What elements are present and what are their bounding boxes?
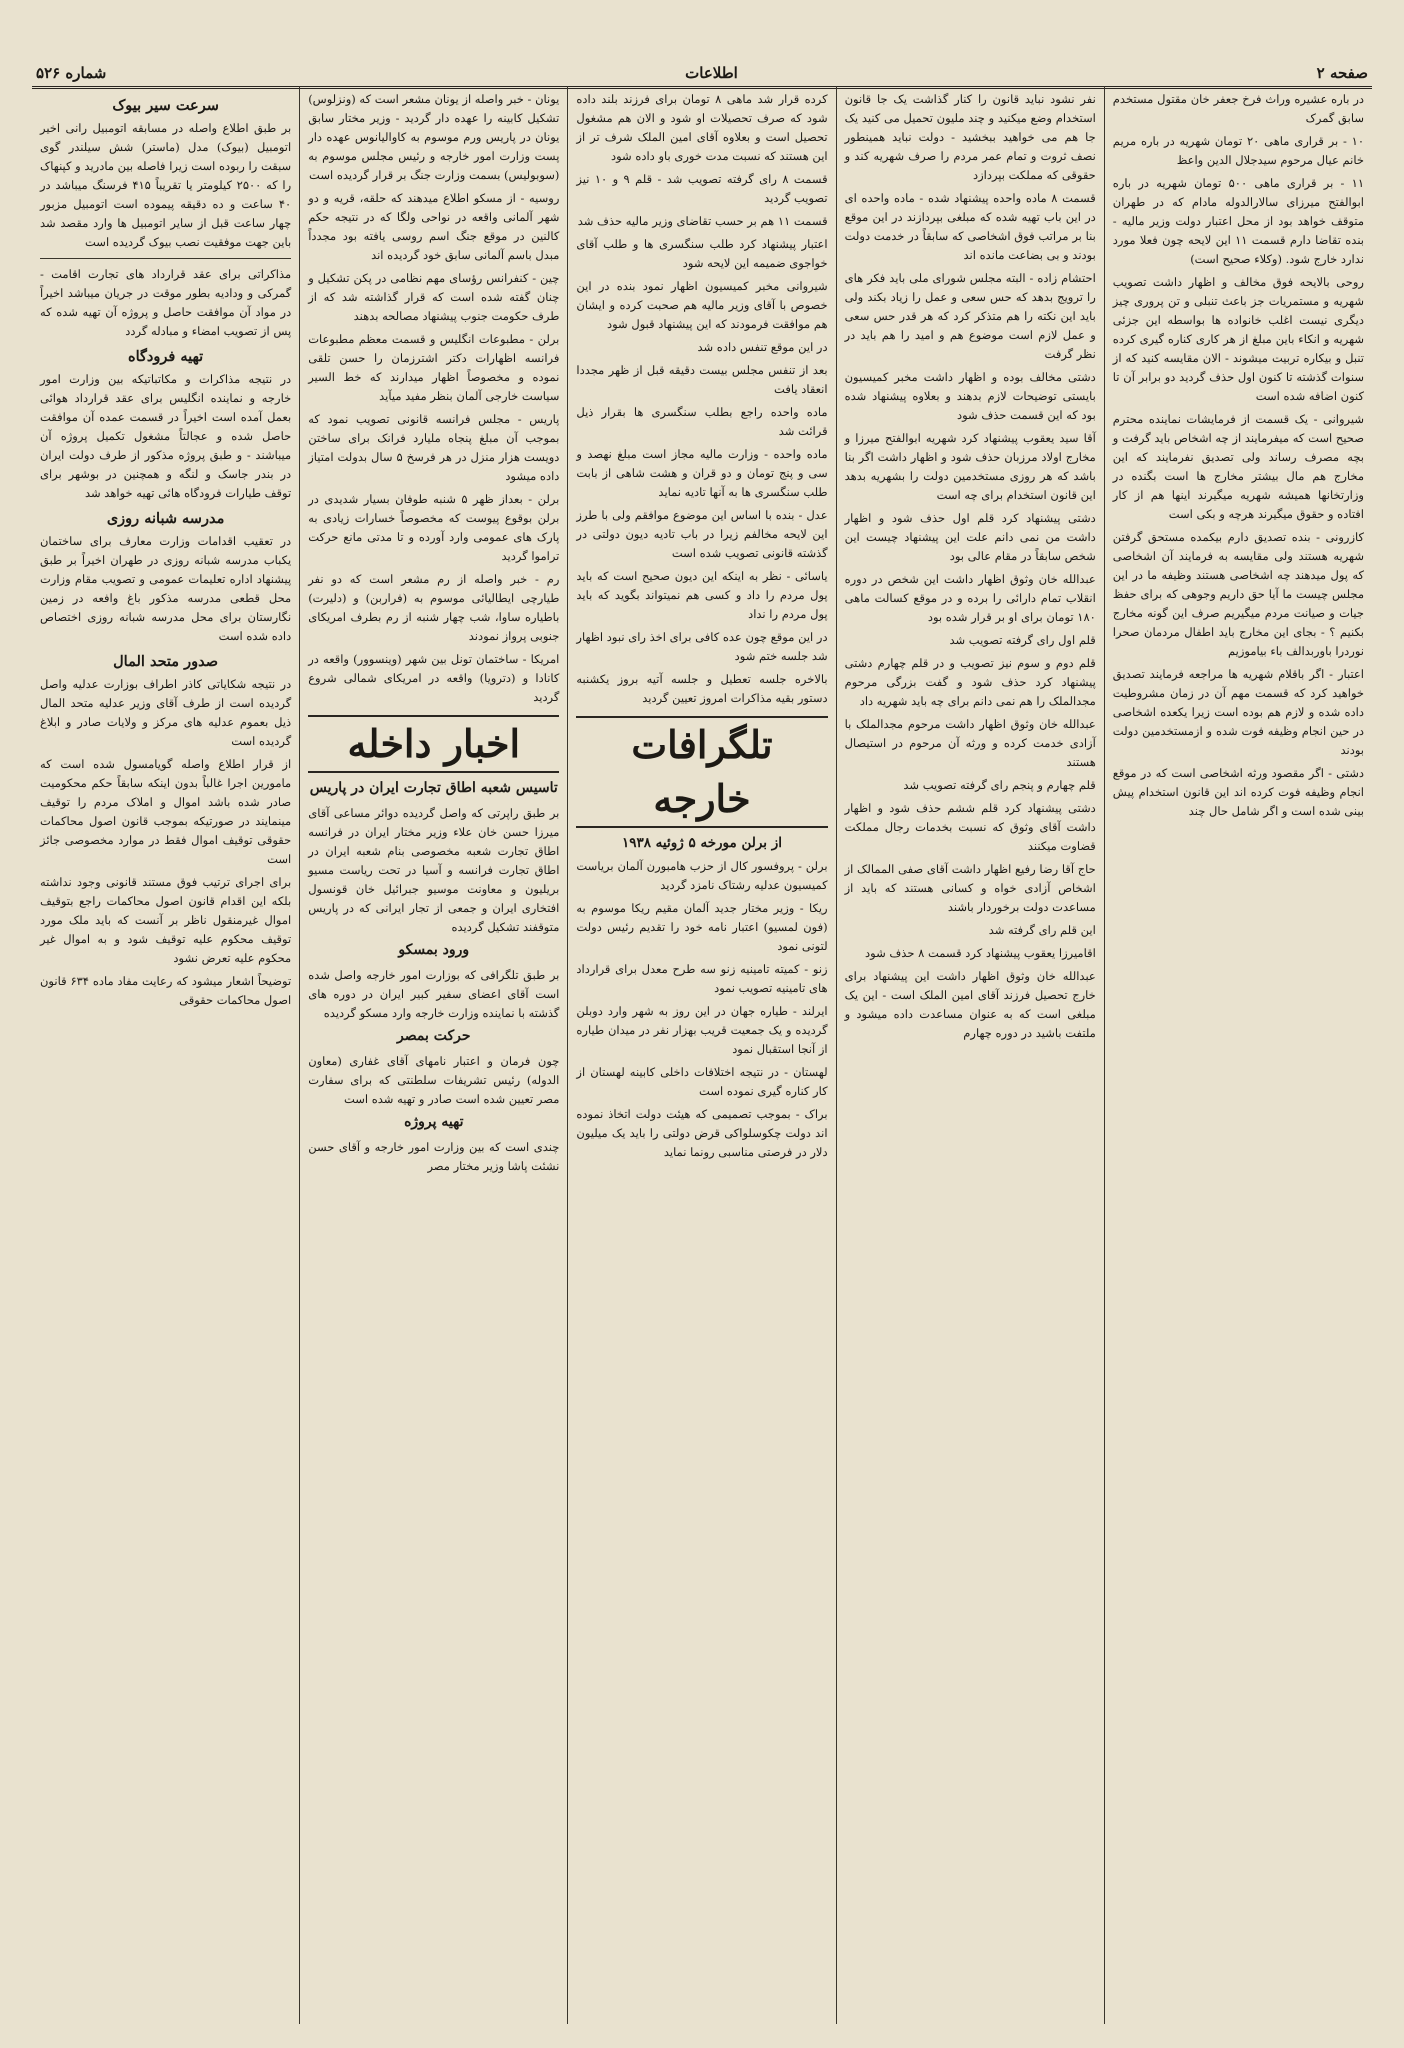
article-paragraph: قسمت ۱۱ هم بر حسب تقاضای وزیر مالیه حذف شد — [577, 214, 828, 228]
article-paragraph: عبدالله خان وثوق اظهار داشت این شخص در دوره انقلاب تمام دارائی را برده و در موقع کسالت ماهی ۱۸۰ تومان برای او بر قرار شده بود — [844, 572, 1096, 624]
article-paragraph: اعتبار پیشنهاد کرد طلب سنگسری ها و طلب آقای خواجوی ضمیمه این لایحه شود — [576, 237, 828, 270]
columns — [32, 86, 1372, 2024]
section-head: تهیه پروژه — [404, 1114, 464, 1130]
article-paragraph: نفر نشود نباید قانون را کنار گذاشت یک جا قانون استخدام وضع میکنید و چند ملیون تحمیل می کنید یک جا هم می خواهید ببخشید - دولت نباید همینطور نصف ثروت و تمام عمر مردم را صرف شهریه کند و حقوقی که مملکت بپردازد — [844, 92, 1096, 182]
article-paragraph: عدل - بنده با اساس این موضوع موافقم ولی با طرز این لایحه مخالفم زیرا در باب تادیه دیون دولتی در گذشته قانونی تصویب شده است — [576, 508, 828, 560]
article-paragraph: روحی بالایحه فوق مخالف و اظهار داشت تصویب شهریه و مستمریات جز باعث تنبلی و تن پروری چیز دیگری نیست اغلب خانواده ها بواسطه این جزئی شهریه و انکاء باین مبلغ از هر کاری کناره گیری کرده تنبل و بیکاره تربیت میشوند - الان مقایسه کنید که از سنوات گذشته تا کنون اول حذف گردید دو برابر آن تا کنون اضافه شده است — [1112, 275, 1364, 403]
article-paragraph: کرده قرار شد ماهی ۸ تومان برای فرزند بلند داده شود که صرف تحصیلات او شود و الان هم مشغول تحصیل است و بعلاوه آقای امین الملک شرف تر از این هستند که نسبت مدت خوری باو داده شود — [576, 92, 828, 163]
article-paragraph: قلم چهارم و پنجم رای گرفته تصویب شد — [903, 778, 1096, 792]
section-head: سرعت سیر بیوک — [112, 97, 219, 114]
section-text: از قرار اطلاع واصله گویامسول شده است که مامورین اجرا غالباً بدون اینکه سابقاً حکم محکومیت صادر شده باشد اموال و املاک مردم را توقیف مینمایند در صورتیکه بموجب قانون اصول محاکمات حقوقی توقیف اموال فقط در موارد مخصوصی جائز است — [39, 757, 292, 866]
telegraph-paragraph: ریکا - وزیر مختار جدید آلمان مقیم ریکا موسوم به (فون لمسیو) اعتبار نامه خود را تقدیم رئیس دولت لتونی نمود — [576, 901, 828, 953]
article-paragraph: دشتی پیشنهاد کرد قلم ششم حذف شود و اظهار داشت آقای وثوق که نسبت بخدمات رجال مملکت قضاوت میکنند — [844, 801, 1096, 853]
domestic-news-title: اخبار داخله — [308, 715, 559, 773]
article-paragraph: بالاخره جلسه تعطیل و جلسه آتیه بروز یکشنبه دستور بقیه مذاکرات امروز تعیین گردید — [576, 672, 828, 705]
telegraph-paragraph: برلن - پروفسور کال از حزب هامبورن آلمان بریاست کمیسیون عدلیه رشتاک نامزد گردید — [576, 859, 828, 892]
article-paragraph: آقا سید یعقوب پیشنهاد کرد شهریه ابوالفتح میرزا و مخارج اولاد مرزبان حذف شود و اظهار داشت اگر بنا باشد که هر روزی مستخدمین دولت را بشهریه بدهد این قانون استخدام برای چه است — [844, 431, 1096, 502]
section-text: توضیحاً اشعار میشود که رعایت مفاد ماده ۶۳۴ قانون اصول محاکمات حقوقی — [39, 974, 292, 1007]
article-paragraph: قسمت ۸ رای گرفته تصویب شد - قلم ۹ و ۱۰ نیز تصویب گردید — [576, 172, 828, 205]
column-5 — [32, 86, 299, 2024]
section-text: چون فرمان و اعتبار نامهای آقای غفاری (معاون الدوله) رئیس تشریفات سلطنتی که برای سفارت مصر تعیین شده است صادر و تهیه شده است — [308, 1054, 560, 1106]
section-text: در نتیجه شکایاتی کاذر اطراف بوزارت عدلیه واصل گردیده است از طرف آقای وزیر عدلیه متحد المال ذیل بعموم عدلیه های مرکز و ولایات صادر و ابلاغ گردیده است — [39, 677, 292, 748]
article-paragraph: در باره عشیره وراث فرخ جعفر خان مقتول مستخدم سابق گمرک — [1112, 92, 1364, 125]
article-paragraph: امریکا - ساختمان تونل بین شهر (وینسوور) واقعه در کانادا و (دترویا) واقعه در امریکای شمالی شروع گردید — [308, 652, 560, 704]
section-head: مدرسه شبانه روزی — [106, 510, 225, 527]
article-paragraph: اقامیرزا یعقوب پیشنهاد کرد قسمت ۸ حذف شود — [865, 946, 1096, 960]
article-paragraph: قلم اول رای گرفته تصویب شد — [949, 633, 1096, 647]
telegraph-paragraph: براک - بموجب تصمیمی که هیئت دولت اتخاذ نموده اند دولت چکوسلواکی قرض دولتی را باید یک میلیون دلار در فرصتی مناسبی رونما نماید — [576, 1107, 828, 1159]
telegraph-paragraph: زنو - کمیته تامینیه زنو سه طرح معدل برای قرارداد های تامینیه تصویب نمود — [576, 962, 828, 995]
column-4 — [299, 86, 567, 2024]
article-paragraph: احتشام زاده - البته مجلس شورای ملی باید فکر های را ترویج بدهد که حس سعی و عمل را زیاد بکند ولی باید این نکته را هم متذکر کرد که هر قدر حس سعی و عمل لازم است موضوع هم و امید را هم باید در نظر گرفت — [844, 271, 1096, 361]
article-paragraph: قسمت ۸ ماده واحده پیشنهاد شده - ماده واحده ای در این باب تهیه شده که مبلغی بپردازند در این موقع بنا بر مراتب فوق اشخاصی که سابقاً در خدمت دولت بودند و بی بضاعت مانده اند — [844, 191, 1096, 262]
section-head: صدور متحد المال — [113, 653, 219, 670]
article-paragraph: کازرونی - بنده تصدیق دارم بیکمده مستحق گرفتن شهریه هستند ولی مقایسه به فرمایند آن اشخاصی که پول میدهند چه اشخاصی هستند وظیفه ما در این مجلس چیست ما آیا حق داریم وجوهی که برای حفظ جیات و صیانت مردم میگیریم صرف این گونه مخارج بکنیم ؟ - بجای این مخارج باید اطفال مردمان صحرا نوردرا باوربدالف باء بیاموزیم — [1112, 530, 1364, 658]
article-paragraph: بعد از تنفس مجلس بیست دقیقه قبل از ظهر مجددا انعقاد یافت — [576, 363, 828, 396]
section-text: بر طبق اطلاع واصله در مسابقه اتومبیل رانی اخیر اتومبیل (بیوک) مدل (ماستر) شش سیلندر گوی سبقت را ربوده است زیرا فاصله بین مادرید و کپنهاک را که ۲۵۰۰ کیلومتر یا تقریباً ۴۱۵ فرسنگ میباشد در ۴۰ ساعت و ده دقیقه پیموده است اتومبیل مزبور چهار ساعت قبل از سایر اتومبیل ها وارد مقصد شد باین جهت موفقیت نصب بیوک گردیده است — [39, 121, 292, 249]
column-2 — [836, 86, 1104, 2024]
article-paragraph: دشتی - اگر مقصود ورثه اشخاصی است که در موقع انجام وظیفه فوت کرده اند این قانون استخدام پیش بینی شده است و اگر شامل حال چند — [1112, 766, 1364, 818]
section-text: بر طبق راپرتی که واصل گردیده دوائر مساعی آقای میرزا حسن خان علاء وزیر مختار ایران در فرانسه اطاق تجارت شعبه مخصوصی بنام شعبه ایران در اطاق تجارت فرانسه و آسیا در تحت ریاست مسیو بریلیون و معاونت موسیو جبرائیل خان قونسول افتخاری ایران و جمعی از تجار ایرانی که در پاریس متوقفند تشکیل گردیده — [308, 806, 560, 934]
article-paragraph: ۱۰ - بر قراری ماهی ۲۰ تومان شهریه در باره مریم خانم عیال مرحوم سیدجلال الدین واعظ — [1112, 134, 1364, 167]
article-paragraph: در این موقع تنفس داده شد — [697, 340, 828, 354]
article-paragraph: عبدالله خان وثوق اظهار داشت مرحوم مجدالملک با آزادی خدمت کرده و ورثه آن مرحوم در استیصال هستند — [844, 717, 1096, 769]
article-paragraph: چین - کنفرانس رؤسای مهم نظامی در پکن تشکیل و چنان گفته شده است که قرار گذاشته شد که از طرف حکومت جنوب پیشنهاد مصالحه بدهند — [308, 271, 560, 323]
section-text: برای اجرای ترتیب فوق مستند قانونی وجود نداشته بلکه این اقدام قانون اصول محاکمات راجع بتوقیف اموال غیرمنقول ناظر بر آنست که باید ملک مورد توقیف محکوم علیه توقیف شود و به اموال غیر محکوم علیه تعرض نشود — [39, 875, 292, 965]
article-paragraph: این قلم رای گرفته شد — [988, 923, 1096, 937]
section-text: در نتیجه مذاکرات و مکاتباتیکه بین وزارت امور خارجه و نماینده انگلیس برای عقد قرارداد هوائی بعمل آمده است اخیراً در قسمت عمده آن موافقت حاصل شده و عجالتاً مشغول تکمیل پروژه آن میباشند - و طبق پروژه مذکور از طرف دولت ایران در بندر جاسک و لنگه و همچنین در بوشهر برای توقف طیارات فرودگاه هائی تهیه خواهد شد — [39, 372, 292, 500]
telegraph-paragraph: لهستان - در نتیجه اختلافات داخلی کابینه لهستان از کار کناره گیری نموده است — [576, 1065, 828, 1098]
section-head: تهیه فرودگاه — [127, 348, 204, 365]
section-text: مذاکراتی برای عقد قرارداد های تجارت اقامت - گمرکی و ودادیه بطور موقت در جریان میباشد اخیراً در مواد آن موافقت حاصل و پروژه آن تهیه شده که پس از تصویب امضاء و مبادله گردد — [39, 267, 292, 338]
article-paragraph: عبدالله خان وثوق اظهار داشت این پیشنهاد برای خارج تحصیل فرزند آقای امین الملک است - این یک مبلغی است که به عنوان مساعدت داده میشود و ملتفت باشید در دوره چهارم — [844, 969, 1096, 1040]
article-paragraph: پاریس - مجلس فرانسه قانونی تصویب نمود که بموجب آن مبلغ پنجاه ملیارد فرانک برای ساختن دویست هزار منزل در هر فرسخ ۵ سال بدولت امتیاز داده میشود — [308, 412, 560, 483]
article-paragraph: ماده واحده راجع بطلب سنگسری ها بقرار ذیل قرائت شد — [576, 405, 828, 438]
section-head: ورود بمسکو — [398, 942, 470, 958]
article-paragraph: اعتبار - اگر باقلام شهریه ها مراجعه فرمایند تصدیق خواهید کرد که قسمت مهم آن در زمان مشروطیت داده شده و لازم هم بوده است زیرا یکعده اشخاصی در حین انجام وظیفه فوت شده و ازمستخدمین دولت بودند — [1112, 667, 1364, 757]
column-1 — [1104, 86, 1372, 2024]
article-paragraph: حاج آقا رضا رفیع اظهار داشت آقای صفی الممالک از اشخاص آزادی خواه و کسانی هستند که باید از مساعدت دولت برخوردار باشند — [844, 862, 1096, 914]
section-text: بر طبق تلگرافی که بوزارت امور خارجه واصل شده است آقای اعضای سفیر کبیر ایران در دوره های گذشته با نماینده وزارت خارجه وارد مسکو گردیده — [308, 968, 560, 1020]
article-paragraph: شیروانی - یک قسمت از فرمایشات نماینده محترم صحیح است که میفرمایند از چه اشخاص باید گرفت و بچه مصرف رساند ولی تصدیق نفرمایند که این مخارج هم مال بیشتر مخارج ها است بگنده در وزارتخانها همیشه شهریه میگیرند اینها هم از کار افتاده و حقوق میگیرند هرچه و بکی است — [1112, 412, 1364, 521]
issue-number: شماره ۵۲۶ — [36, 64, 107, 82]
section-text: چندی است که بین وزارت امور خارجه و آقای حسن نشئت پاشا وزیر مختار مصر — [308, 1140, 560, 1173]
section-head: حرکت بمصر — [397, 1028, 471, 1044]
article-paragraph: دشتی پیشنهاد کرد قلم اول حذف شود و اظهار داشت من نمی دانم علت این پیشنهاد چیست این شخص سابقاً در مقام عالی بود — [844, 511, 1096, 563]
article-paragraph: ماده واحده - وزارت مالیه مجاز است مبلغ نهصد و سی و پنج تومان و دو قران و هشت شاهی از بابت طلب سنگسری ها به آنها تادیه نماید — [576, 447, 828, 499]
foreign-telegraphs-title: تلگرافات خارجه — [576, 716, 827, 828]
article-paragraph: در این موقع چون عده کافی برای اخذ رای نبود اظهار شد جلسه ختم شود — [576, 630, 828, 663]
article-paragraph: ۱۱ - بر قراری ماهی ۵۰۰ تومان شهریه در باره ابوالفتح میرزای سالارالدوله مادام که در طهران متوقف خواهد بود از محل اعتبار دولت وزیر مالیه - بنده تقاضا دارم قسمت ۱۱ این لایحه چون فعلا مورد ندارد خارج شود. (وکلاء صحیح است) — [1112, 176, 1364, 266]
section-text: در تعقیب اقدامات وزارت معارف برای ساختمان یکباب مدرسه شبانه روزی در طهران اخیراً بر طبق پیشنهاد اداره تعلیمات عمومی و تصویب مقام وزارت محل قطعی مدرسه مذکور باغ وافعه در زمین نگارستان برای محل مدرسه شبانه روزی اختصاص داده شده است — [39, 534, 292, 643]
section-head: تاسیس شعبه اطاق تجارت ایران در پاریس — [309, 780, 558, 796]
column-3 — [567, 86, 835, 2024]
article-paragraph: قلم دوم و سوم نیز تصویب و در قلم چهارم دشتی پیشنهاد کرد حذف شود و گفت بزرگی مرحوم مجدالملک را هم نمی دانم برای چه باید شهریه داد — [844, 656, 1096, 708]
article-paragraph: یاسائی - نظر به اینکه این دیون صحیح است که باید پول مردم را داد و کسی هم نمیتواند بگوید که باید پول مردم را نداد — [576, 569, 828, 621]
article-paragraph: دشتی مخالف بوده و اظهار داشت مخبر کمیسیون بایستی توضیحات لازم بدهند و بعلاوه پیشنهاد شده بود که این قسمت حذف شود — [844, 370, 1096, 422]
article-paragraph: شیروانی مخبر کمیسیون اظهار نمود بنده در این خصوص با آقای وزیر مالیه هم صحبت کرده و ایشان هم موافقت فرمودند که این پیشنهاد قبول شود — [576, 279, 828, 331]
masthead — [32, 52, 1372, 89]
article-paragraph: برلن - بعداز ظهر ۵ شنبه طوفان بسیار شدیدی در برلن بوقوع پیوست که مخصوصاً خسارات زیادی به پارک های عمومی وارد آورده و تا مدتی مانع حرکت تراموا گردید — [308, 492, 560, 563]
article-paragraph: روسیه - از مسکو اطلاع میدهند که حلقه، قریه و دو شهر آلمانی واقعه در نواحی ولگا که در نتیجه حکم کالنین در موقع جنگ اسم روسی یافته بود مجدداً مبدل باسم آلمانی سابق خود گردیده اند — [308, 191, 560, 262]
telegraph-dateline: از برلن مورخه ۵ ژوئیه ۱۹۳۸ — [621, 835, 783, 851]
article-paragraph: برلن - مطبوعات انگلیس و قسمت معظم مطبوعات فرانسه اظهارات دکتر اشترزمان را حسن تلقی نموده و مخصوصاً اظهار میدارند که خط السیر سیاست خارجی آلمان بنظر مفید میآید — [308, 332, 560, 403]
page-number: صفحه ۲ — [1316, 64, 1368, 82]
article-paragraph: رم - خبر واصله از رم مشعر است که دو نفر طیارچی ایطالیائی موسوم به (فراربن) و (دلیرت) باطیاره ساوا، شب چهار شنبه از رم بطرف امریکای جنوبی پرواز نمودند — [308, 572, 560, 643]
divider — [40, 258, 291, 259]
paper-title: اطلاعات — [685, 64, 738, 82]
telegraph-paragraph: ایرلند - طیاره جهان در این روز به شهر وارد دوبلن گردیده و یک جمعیت قریب بهزار نفر در میدان طیاره از آنجا استقبال نمود — [576, 1004, 828, 1056]
article-paragraph: یونان - خبر واصله از یونان مشعر است که (ونزلوس) تشکیل کابینه را عهده دار گردید - وزیر مختار سابق یونان در پاریس ورم موسوم به کاوالیانوس عهده دار پست وزارت امور خارجه و رئیس مجلس موسوم به (سوبولیس) بسمت وزارت جنگ بر قرار گردیده است — [308, 92, 560, 182]
